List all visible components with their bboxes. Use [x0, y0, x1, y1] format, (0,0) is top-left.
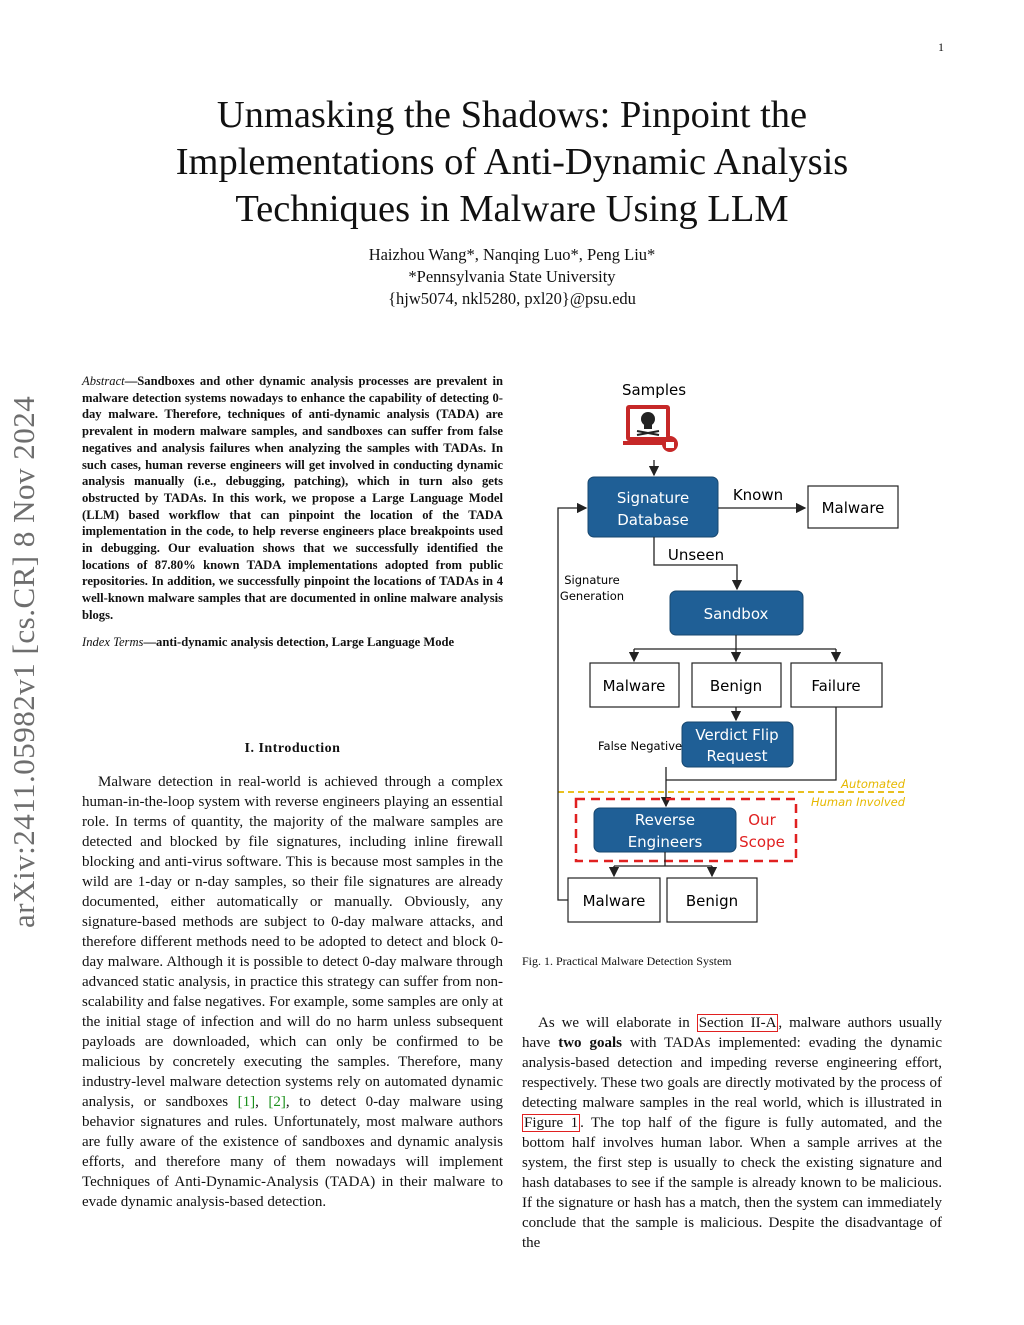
left-column [82, 373, 504, 1210]
malware-bottom-label: Malware [582, 892, 646, 910]
author-block [0, 244, 1024, 310]
malware-top-label: Malware [821, 499, 885, 517]
author-affiliation: *Pennsylvania State University [408, 267, 616, 286]
right-text-1: As we will elaborate in [538, 1015, 697, 1031]
right-text-2: , malware authors usually have [522, 1015, 943, 1051]
benign-bottom-label: Benign [685, 892, 739, 910]
figure-caption: Fig. 1. Practical Malware Detection System [522, 954, 732, 968]
introduction-paragraph [82, 772, 503, 1212]
benign-mid-label: Benign [709, 677, 763, 695]
human-involved-label: Human Involved [810, 795, 905, 809]
index-terms [82, 634, 503, 651]
malware-mid-label: Malware [602, 677, 666, 695]
reverse-engineers-label-1: Reverse [634, 811, 696, 829]
arxiv-identifier: arXiv:2411.05982v1 [cs.CR] 8 Nov 2024 [6, 395, 41, 928]
right-text-bold: two goals [558, 1035, 622, 1051]
author-emails: {hjw5074, nkl5280, pxl20}@psu.edu [388, 289, 636, 308]
intro-text-2: , to detect 0-day malware using behavior signatures and rules. Unfortunately, most malware authors are fully aware of the existence of sandboxes and dynamic analysis efforts, and therefore many of them nowadays will implement Techniques of Anti-Dynamic-Analysis (TADA) in their malware to evade dynamic analysis-based detection. [82, 1094, 504, 1210]
abstract-text: —Sandboxes and other dynamic analysis processes are prevalent in malware detection systems nowadays to enhance the capability of detecting 0-day malware. Therefore, techniques of anti-dynamic analysis (TADA) are prevalent in modern malware samples, and sandboxes can suffer from false negatives and analysis failures when analyzing the samples with TADAs. In such cases, human reverse engineers will get involved in conducting dynamic analysis manually (i.e., debugging, patching), which in turn also gets obstructed by TADAs. In this work, we propose a Large Language Model (LLM) based workflow that can pinpoint the location of the TADA implementation in the code, to help reverse engineers place breakpoints used in debugging. Our evaluation shows that we successfully identified the locations of 87.80% known TADA implementations adopted from public repositories. In addition, we successfully pinpoint the locations of TADAs in 4 well-known malware samples that are documented in online malware analysis blogs. [82, 374, 503, 622]
right-text-3: with TADAs implemented: evading the dynamic analysis-based detection and impeding reverse engineering effort, respectively. These two goals are directly motivated by the process of detecting malware samples in the real world, which is illustrated in [522, 1035, 942, 1111]
index-terms-text: —anti-dynamic analysis detection, Large Language Mode [143, 634, 455, 649]
signature-database-label-2: Database [617, 511, 689, 529]
figure-malware-detection-system [520, 378, 920, 938]
verdict-flip-label-2: Request [706, 747, 768, 765]
automated-label: Automated [841, 777, 905, 791]
intro-text-1: Malware detection in real-world is achieved through a complex human-in-the-loop system with reverse engineers playing an essential role. In terms of quantity, the majority of the malware samples are detected and blocked by file signatures, including inline firewall blocking and anti-virus software. This is because most samples in the wild are 1-day or n-day samples, so their file signatures are already documented, either automatically or manually. Obviously, any signature-based methods are subject to 0-day malware attacks, and therefore different methods need to be adopted to detect and block 0-day malware. Although it is possible to detect 0-day malware through advanced static analysis, in practice this strategy can suffer from non-scalability and false negatives. For example, some samples are only at the initial stage of infection and will do no harm unless subsequent payloads are downloaded, which can only be confirmed to be malicious by concretely executing the samples. Therefore, many industry-level malware detection systems rely on automated dynamic analysis, or sandboxes [82, 774, 503, 1110]
signature-generation-label-2: Generation [559, 589, 625, 603]
section-heading-introduction: I. Introduction [244, 741, 341, 756]
unseen-label: Unseen [667, 546, 725, 564]
malware-sample-icon [623, 405, 678, 452]
our-scope-label-1: Our [748, 811, 776, 829]
paper-title: Unmasking the Shadows: Pinpoint the Implementations of Anti-Dynamic Analysis Techniques in Malware Using LLM [175, 94, 849, 230]
verdict-flip-label-1: Verdict Flip [695, 726, 779, 744]
citation-link-2[interactable]: [2] [268, 1094, 286, 1110]
reverse-engineers-label-2: Engineers [627, 833, 703, 851]
samples-label: Samples [621, 381, 687, 399]
known-label: Known [732, 486, 784, 504]
intro-sep: , [255, 1094, 269, 1110]
false-negative-label: False Negative [598, 739, 683, 753]
abstract-label: Abstract [82, 374, 125, 388]
author-names: Haizhou Wang*, Nanqing Luo*, Peng Liu* [368, 245, 656, 264]
our-scope-label-2: Scope [739, 833, 785, 851]
right-column-paragraph [522, 1013, 942, 1253]
page-number: 1 [938, 40, 944, 54]
sandbox-label: Sandbox [703, 605, 769, 623]
right-text-4: . The top half of the figure is fully automated, and the bottom half involves human labor. When a sample arrives at the system, the first step is usually to check the existing signature and hash databases to see if the sample is already known to be malicious. If the signature or hash has a match, then the system can immediately conclude that the sample is malicious. Despite the disadvantage of the [522, 1115, 942, 1251]
abstract [82, 373, 503, 624]
figure-diagram [520, 378, 920, 938]
section-ref-link[interactable]: Section II-A [698, 1015, 777, 1031]
figure-ref-link[interactable]: Figure 1 [524, 1115, 579, 1131]
signature-database-label-1: Signature [616, 489, 690, 507]
citation-link-1[interactable]: [1] [237, 1094, 256, 1110]
index-terms-label: Index Terms [82, 634, 144, 649]
signature-generation-label-1: Signature [564, 573, 620, 587]
failure-label: Failure [811, 677, 861, 695]
